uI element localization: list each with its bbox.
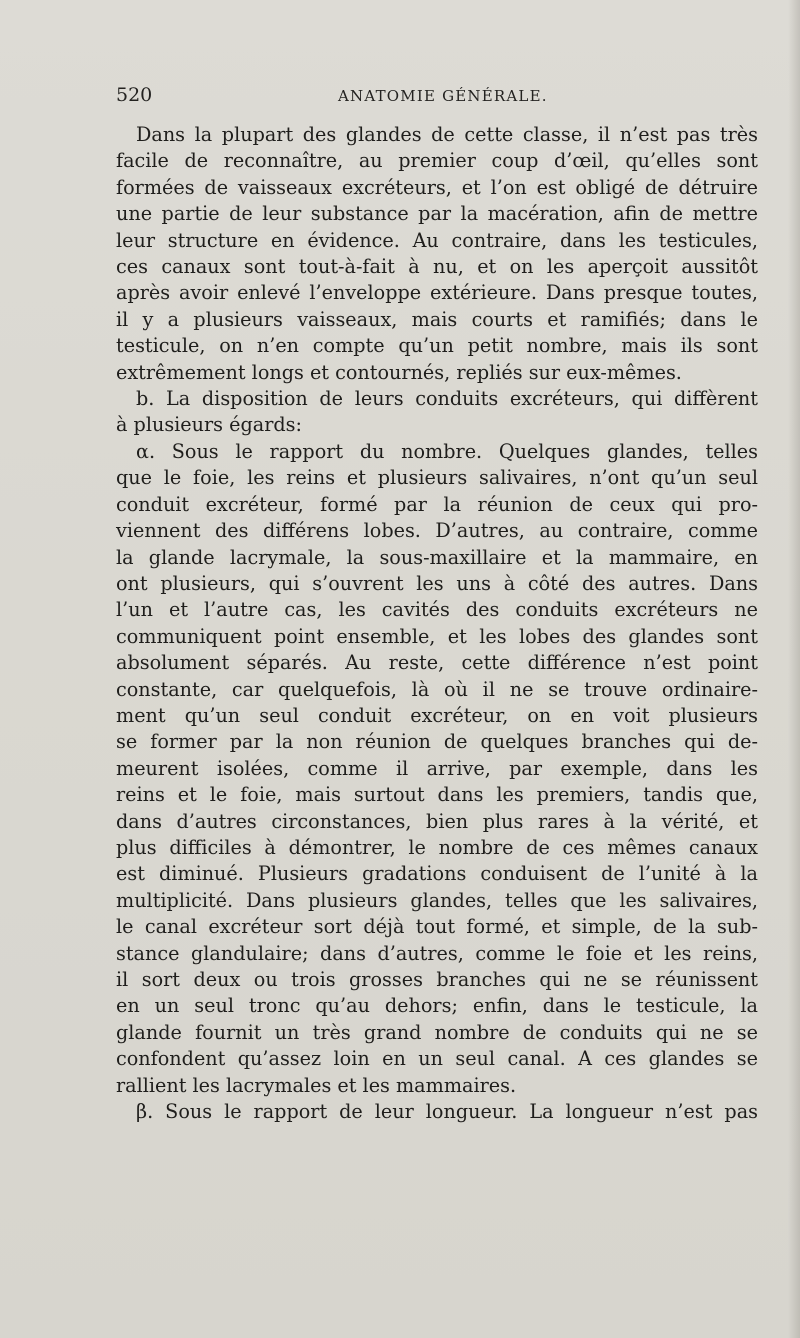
text-line: plus difficiles à démontrer, le nombre de ces mêmes canaux	[116, 835, 758, 859]
text-line: formées de vaisseaux excréteurs, et l’on est obligé de détruire	[116, 175, 758, 199]
text-line: leur structure en évidence. Au contraire, dans les testicules,	[116, 228, 758, 252]
text-line: α. Sous le rapport du nombre. Quelques glandes, telles	[136, 439, 758, 463]
text-line: l’un et l’autre cas, les cavités des conduits excréteurs ne	[116, 598, 758, 622]
text-line: meurent isolées, comme il arrive, par exemple, dans les	[116, 756, 758, 780]
text-line: extrêmement longs et contournés, repliés sur eux-mêmes.	[116, 360, 682, 384]
text-line: la glande lacrymale, la sous-maxillaire et la mammaire, en	[116, 545, 758, 569]
text-line: viennent des différens lobes. D’autres, au contraire, comme	[116, 519, 758, 543]
text-line: constante, car quelquefois, là où il ne se trouve ordinaire-	[116, 677, 758, 701]
body-text	[116, 122, 758, 1125]
text-line: stance glandulaire; dans d’autres, comme le foie et les reins,	[116, 941, 758, 965]
text-line: glande fournit un très grand nombre de conduits qui ne se	[116, 1020, 758, 1044]
text-line: il y a plusieurs vaisseaux, mais courts et ramifiés; dans le	[116, 307, 758, 331]
text-line: testicule, on n’en compte qu’un petit nombre, mais ils sont	[116, 334, 758, 358]
text-line: β. Sous le rapport de leur longueur. La longueur n’est pas	[136, 1100, 758, 1124]
text-line: est diminué. Plusieurs gradations conduisent de l’unité à la	[116, 862, 758, 886]
page-header	[116, 84, 756, 114]
text-line: Dans la plupart des glandes de cette classe, il n’est pas très	[136, 123, 758, 146]
text-line: en un seul tronc qu’au dehors; enfin, dans le testicule, la	[116, 994, 758, 1018]
text-line: absolument séparés. Au reste, cette différence n’est point	[116, 651, 758, 675]
text-line: après avoir enlevé l’enveloppe extérieure. Dans presque toutes,	[116, 281, 758, 305]
running-title: ANATOMIE GÉNÉRALE.	[338, 87, 548, 105]
text-line: confondent qu’assez loin en un seul canal. A ces glandes se	[116, 1047, 758, 1071]
text-line: se former par la non réunion de quelques branches qui de-	[116, 730, 758, 754]
text-line: ces canaux sont tout-à-fait à nu, et on les aperçoit aussitôt	[116, 255, 758, 279]
text-line: reins et le foie, mais surtout dans les premiers, tandis que,	[116, 783, 758, 807]
text-line: ment qu’un seul conduit excréteur, on en voit plusieurs	[116, 703, 758, 727]
page-edge-shadow	[788, 0, 800, 1338]
text-line: multiplicité. Dans plusieurs glandes, telles que les salivaires,	[116, 888, 758, 912]
text-line: il sort deux ou trois grosses branches qui ne se réunissent	[116, 968, 758, 991]
text-line: dans d’autres circonstances, bien plus rares à la vérité, et	[116, 809, 758, 833]
page-number: 520	[116, 84, 153, 106]
text-line: que le foie, les reins et plusieurs salivaires, n’ont qu’un seul	[116, 466, 758, 490]
text-line: facile de reconnaître, au premier coup d’œil, qu’elles sont	[116, 149, 758, 173]
text-line: b. La disposition de leurs conduits excréteurs, qui diffèrent	[136, 387, 758, 411]
text-line: communiquent point ensemble, et les lobes des glandes sont	[116, 624, 758, 648]
text-line: ont plusieurs, qui s’ouvrent les uns à côté des autres. Dans	[116, 571, 758, 595]
text-line: le canal excréteur sort déjà tout formé, et simple, de la sub-	[116, 915, 758, 939]
text-line: conduit excréteur, formé par la réunion de ceux qui pro-	[116, 492, 758, 516]
text-line: rallient les lacrymales et les mammaires.	[116, 1073, 517, 1097]
text-line: à plusieurs égards:	[116, 413, 302, 437]
text-line: une partie de leur substance par la macération, afin de mettre	[116, 202, 758, 226]
